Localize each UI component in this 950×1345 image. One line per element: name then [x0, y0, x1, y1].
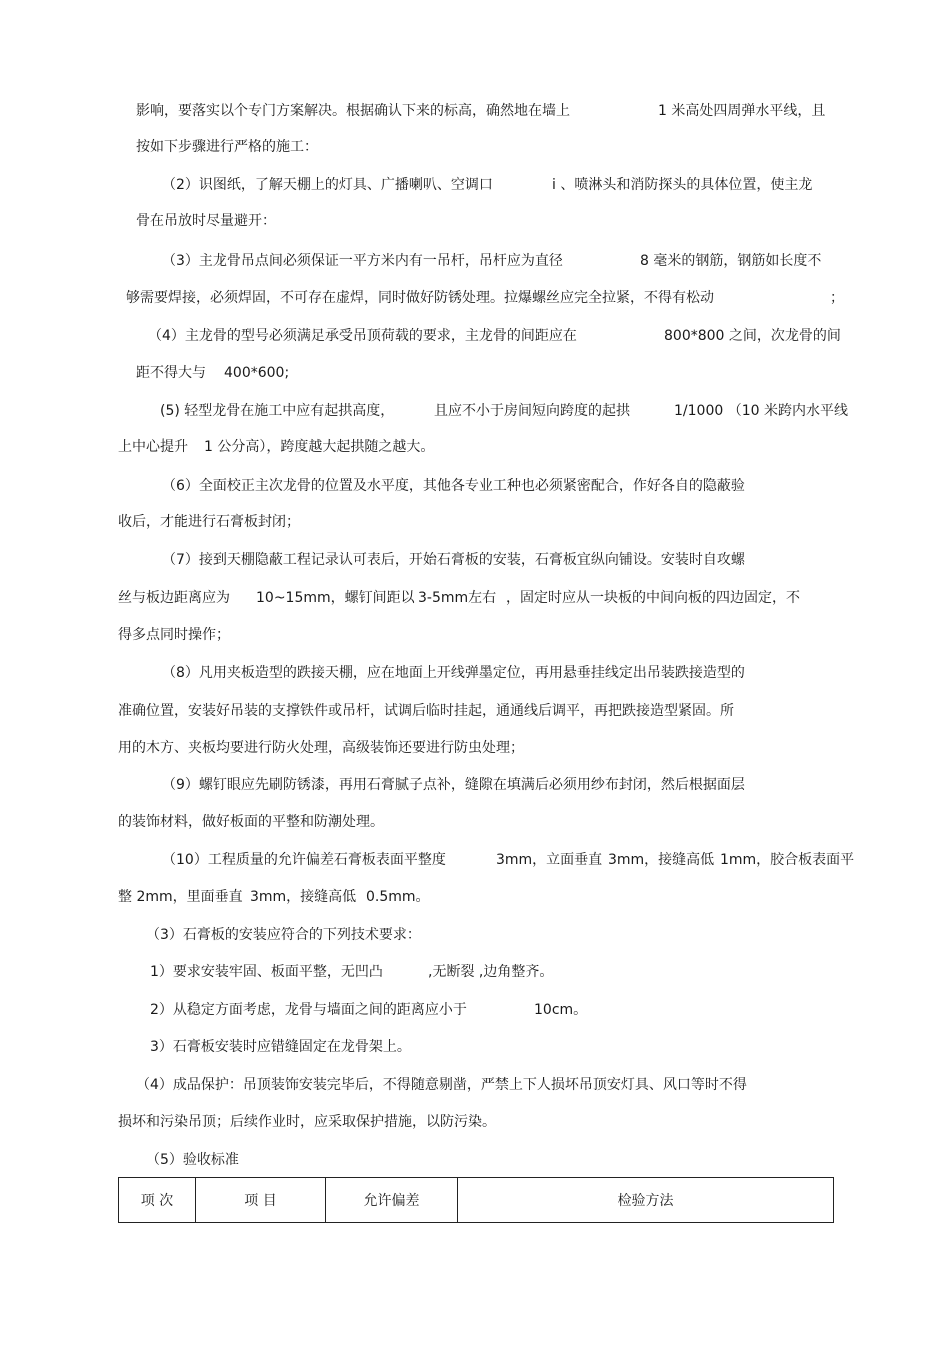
paragraph-line [148, 327, 841, 345]
text-run: 3）石膏板安装时应错缝固定在龙骨架上。 [150, 1039, 411, 1055]
paragraph-line [118, 813, 384, 831]
acceptance-table [118, 1177, 834, 1223]
text-run: i 、喷淋头和消防探头的具体位置，使主龙 [552, 177, 813, 193]
text-run: 8 毫米的钢筋，钢筋如长度不 [640, 253, 822, 269]
paragraph-line [136, 364, 290, 382]
table-header-row [119, 1178, 834, 1223]
paragraph-line [136, 212, 276, 230]
text-run: （4）主龙骨的型号必须满足承受吊顶荷载的要求，主龙骨的间距应在 [148, 328, 577, 344]
paragraph-line [150, 1001, 588, 1019]
text-run: 2）从稳定方面考虑，龙骨与墙面之间的距离应小于 [150, 1002, 467, 1018]
text-run: ,无断裂 ,边角整齐。 [428, 964, 554, 980]
text-run: 丝与板边距离应为 [118, 590, 230, 606]
text-run: 上中心提升 [118, 439, 188, 455]
text-run: 的装饰材料，做好板面的平整和防潮处理。 [118, 814, 384, 830]
paragraph-line [162, 851, 855, 869]
text-run: 1/1000 （10 米跨内水平线 [674, 403, 848, 419]
table-header-cell: 项 次 [119, 1178, 196, 1223]
paragraph-line [126, 289, 844, 307]
paragraph-line [146, 926, 421, 944]
paragraph-line [162, 664, 745, 682]
paragraph-line [162, 252, 822, 270]
paragraph-line [160, 402, 848, 420]
text-run: 800*800 之间，次龙骨的间 [664, 328, 841, 344]
text-run: （7）接到天棚隐蔽工程记录认可表后，开始石膏板的安装，石膏板宜纵向铺设。安装时自攻螺 [162, 552, 745, 568]
text-run: 10cm。 [534, 1002, 588, 1018]
text-run: 1）要求安装牢固、板面平整，无凹凸 [150, 964, 383, 980]
paragraph-line [118, 739, 524, 757]
text-run: （6）全面校正主次龙骨的位置及水平度，其他各专业工种也必须紧密配合，作好各自的隐蔽验 [162, 478, 745, 494]
text-run: 用的木方、夹板均要进行防火处理，高级装饰还要进行防虫处理； [118, 740, 524, 756]
paragraph-line [150, 963, 554, 981]
text-run: 3mm，接缝高低 [250, 889, 357, 905]
text-run: 10~15mm，螺钉间距以 [256, 590, 415, 606]
text-run: 1mm，胶合板表面平 [720, 852, 855, 868]
text-run: 3-5mm左右 [418, 590, 497, 606]
paragraph-line [118, 589, 800, 607]
text-run: 400*600; [224, 365, 290, 381]
text-run: 0.5mm。 [366, 889, 430, 905]
paragraph-line [118, 888, 430, 906]
text-run: （2）识图纸，了解天棚上的灯具、广播喇叭、空调口 [162, 177, 493, 193]
text-run: 影响，要落实以个专门方案解决。根据确认下来的标高，确然地在墙上 [136, 103, 570, 119]
text-run: 损坏和污染吊顶；后续作业时，应采取保护措施，以防污染。 [118, 1114, 496, 1130]
paragraph-line [118, 702, 734, 720]
paragraph-line [136, 1076, 747, 1094]
text-run: ，固定时应从一块板的中间向板的四边固定，不 [506, 590, 800, 606]
text-run: 整 2mm，里面垂直 [118, 889, 243, 905]
text-run: (5) 轻型龙骨在施工中应有起拱高度， [160, 403, 395, 419]
text-run: 准确位置，安装好吊装的支撑铁件或吊杆，试调后临时挂起，通通线后调平，再把跌接造型紧固。所 [118, 703, 734, 719]
paragraph-line [162, 477, 745, 495]
text-run: 1 公分高），跨度越大起拱随之越大。 [204, 439, 435, 455]
text-run: （4）成品保护：吊顶装饰安装完毕后，不得随意剔凿，严禁上下人损坏吊顶安灯具、风口等时不得 [136, 1077, 747, 1093]
text-run: 够需要焊接，必须焊固，不可存在虚焊，同时做好防锈处理。拉爆螺丝应完全拉紧，不得有松动 [126, 290, 714, 306]
text-run: 且应不小于房间短向跨度的起拱 [434, 403, 630, 419]
paragraph-line [150, 1038, 411, 1056]
text-run: ； [830, 290, 844, 306]
text-run: （10）工程质量的允许偏差石膏板表面平整度 [162, 852, 446, 868]
text-run: 收后，才能进行石膏板封闭； [118, 514, 300, 530]
section-heading [146, 1151, 239, 1169]
table-header-cell: 项 目 [196, 1178, 326, 1223]
paragraph-line [136, 138, 318, 156]
paragraph-line [118, 1113, 496, 1131]
paragraph-line [118, 626, 230, 644]
text-run: （3）主龙骨吊点间必须保证一平方米内有一吊杆，吊杆应为直径 [162, 253, 563, 269]
text-run: （3）石膏板的安装应符合的下列技术要求： [146, 927, 421, 943]
paragraph-line [136, 102, 826, 120]
paragraph-line [162, 776, 745, 794]
text-run: 得多点同时操作； [118, 627, 230, 643]
table-header-cell: 检验方法 [458, 1178, 834, 1223]
text-run: （8）凡用夹板造型的跌接天棚，应在地面上开线弹墨定位，再用悬垂挂线定出吊装跌接造型的 [162, 665, 745, 681]
text-run: （5）验收标准 [146, 1152, 239, 1168]
paragraph-line [162, 551, 745, 569]
text-run: 按如下步骤进行严格的施工： [136, 139, 318, 155]
paragraph-line [118, 438, 435, 456]
text-run: 3mm，立面垂直 [496, 852, 603, 868]
text-run: 1 米高处四周弹水平线，且 [658, 103, 826, 119]
paragraph-line [162, 176, 813, 194]
text-run: 骨在吊放时尽量避开： [136, 213, 276, 229]
text-run: （9）螺钉眼应先刷防锈漆，再用石膏腻子点补，缝隙在填满后必须用纱布封闭，然后根据面层 [162, 777, 745, 793]
text-run: 3mm，接缝高低 [608, 852, 715, 868]
text-run: 距不得大与 [136, 365, 206, 381]
table-header-cell: 允许偏差 [326, 1178, 458, 1223]
paragraph-line [118, 513, 300, 531]
